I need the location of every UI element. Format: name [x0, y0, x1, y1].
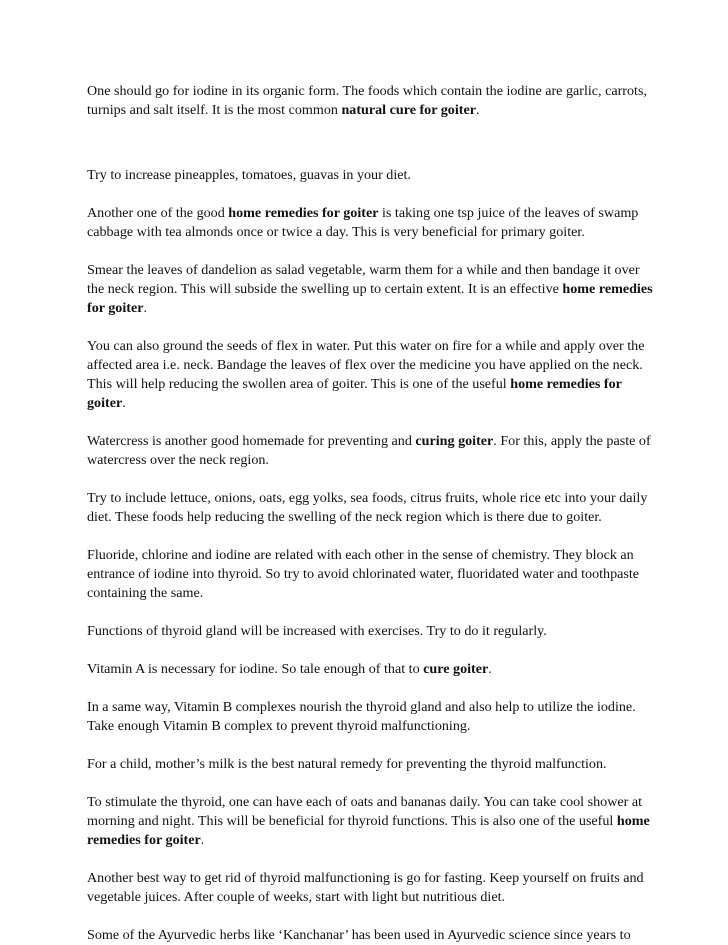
text-run: Watercress is another good homemade for preventing and	[87, 433, 416, 449]
text-run: . For this, apply the paste of watercress over the neck region.	[87, 433, 651, 468]
bold-text-run: cure goiter	[423, 661, 489, 677]
text-run: .	[488, 661, 492, 677]
paragraph	[87, 337, 653, 413]
paragraph	[87, 166, 653, 185]
text-run: is taking one tsp juice of the leaves of swamp cabbage with tea almonds once or twice a day. This is very beneficial for primary goiter.	[87, 205, 639, 240]
text-run: In a same way, Vitamin B complexes nourish the thyroid gland and also help to utilize the iodine. Take enough Vitamin B complex to prevent thyroid malfunctioning.	[87, 699, 636, 734]
paragraph	[87, 926, 653, 945]
paragraph	[87, 261, 653, 318]
text-run: For a child, mother’s milk is the best natural remedy for preventing the thyroid malfunction.	[87, 756, 607, 772]
paragraph	[87, 622, 653, 641]
bold-text-run: home remedies for goiter	[87, 813, 650, 848]
text-run: .	[200, 832, 205, 848]
paragraph	[87, 755, 653, 774]
text-run: Fluoride, chlorine and iodine are related with each other in the sense of chemistry. They block an entrance of iodine into thyroid. So try to avoid chlorinated water, fluoridated water and toothpaste containing the same.	[87, 547, 640, 601]
text-run: You can also ground the seeds of flex in water. Put this water on fire for a while and apply over the affected area i.e. neck. Bandage the leaves of flex over the medicine you have applied on the neck. This will help reducing the swollen area of goiter. This is one of the useful	[87, 338, 645, 392]
paragraph	[87, 793, 653, 850]
bold-text-run: natural cure for goiter	[341, 102, 476, 118]
paragraph	[87, 869, 653, 907]
bold-text-run: home remedies for goiter	[87, 281, 653, 316]
paragraph	[87, 660, 653, 679]
text-run: Try to include lettuce, onions, oats, egg yolks, sea foods, citrus fruits, whole rice etc into your daily diet. These foods help reducing the swelling of the neck region which is there due to goiter.	[87, 490, 648, 525]
text-run: To stimulate the thyroid, one can have each of oats and bananas daily. You can take cool shower at morning and night. This will be beneficial for thyroid functions. This is also one of the useful	[87, 794, 643, 829]
text-run: Vitamin A is necessary for iodine. So tale enough of that to	[87, 661, 424, 677]
paragraph	[87, 698, 653, 736]
paragraph	[87, 204, 653, 242]
text-run: .	[475, 102, 480, 118]
text-run: One should go for iodine in its organic form. The foods which contain the iodine are garlic, carrots, turnips and salt itself. It is the most common	[87, 83, 647, 118]
paragraph	[87, 82, 653, 120]
paragraph	[87, 432, 653, 470]
document-page	[87, 82, 653, 945]
text-run: Try to increase pineapples, tomatoes, guavas in your diet.	[87, 167, 411, 183]
paragraph	[87, 489, 653, 527]
bold-text-run: home remedies for goiter	[228, 205, 379, 221]
text-run: Another best way to get rid of thyroid malfunctioning is go for fasting. Keep yourself on fruits and vegetable juices. After couple of weeks, start with light but nutritious diet.	[87, 870, 644, 905]
bold-text-run: curing goiter	[415, 433, 494, 449]
text-run: .	[122, 395, 126, 411]
text-run: .	[143, 300, 148, 316]
text-run: Another one of the good	[87, 205, 229, 221]
text-run: Some of the Ayurvedic herbs like ‘Kanchanar’ has been used in Ayurvedic science since years to	[87, 927, 631, 943]
text-run: Functions of thyroid gland will be increased with exercises. Try to do it regularly.	[87, 623, 547, 639]
paragraph	[87, 546, 653, 603]
bold-text-run: home remedies for goiter	[87, 376, 622, 411]
text-run: Smear the leaves of dandelion as salad vegetable, warm them for a while and then bandage it over the neck region. This will subside the swelling up to certain extent. It is an effective	[87, 262, 640, 297]
